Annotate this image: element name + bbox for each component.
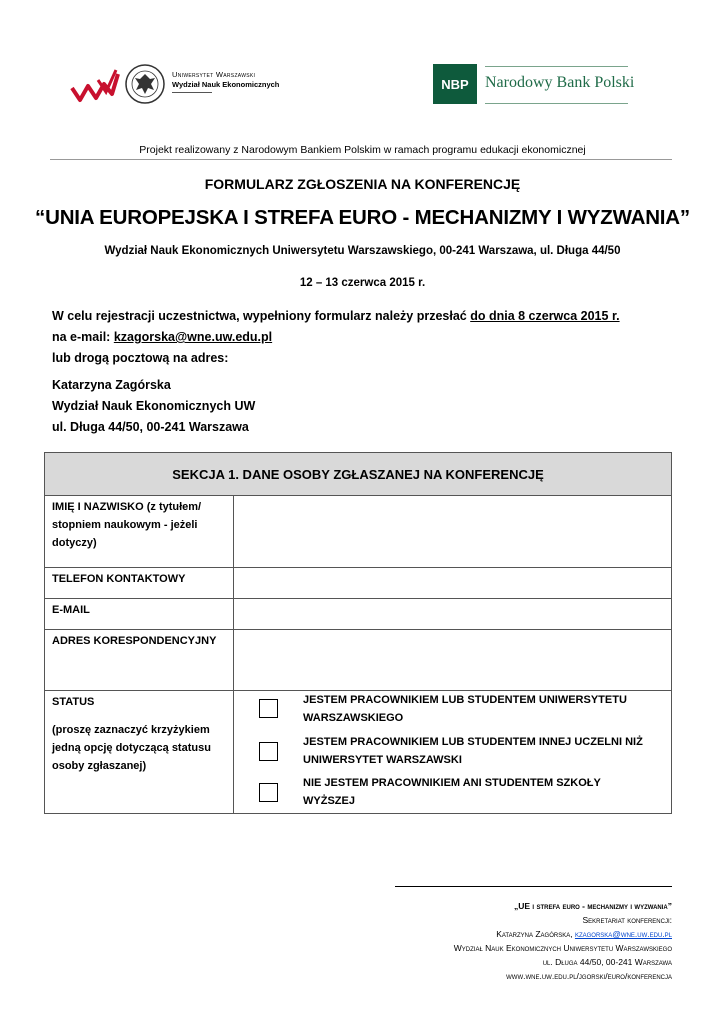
footer-website[interactable]: www.wne.uw.edu.pl/jgorski/euro/konferencja: [506, 971, 672, 981]
label-email: E-MAIL: [52, 604, 90, 616]
label-status: STATUS: [52, 696, 95, 708]
email-line: na e-mail: kzagorska@wne.uw.edu.pl: [52, 330, 273, 344]
deadline: do dnia 8 czerwca 2015 r.: [470, 309, 620, 323]
form-title: FORMULARZ ZGŁOSZENIA NA KONFERENCJĘ: [204, 176, 521, 192]
input-name[interactable]: [234, 495, 671, 567]
address-name: Katarzyna Zagórska: [52, 378, 171, 392]
footer-email-link[interactable]: kzagorska@wne.uw.edu.pl: [574, 929, 672, 939]
wne-name: Wydział Nauk Ekonomicznych: [172, 80, 280, 89]
input-email[interactable]: [234, 598, 671, 629]
status-option-none: NIE JESTEM PRACOWNIKIEM ANI STUDENTEM SZKOŁY WYŻSZEJ: [303, 777, 601, 807]
input-address[interactable]: [234, 629, 671, 690]
footer-divider: [395, 886, 672, 887]
footer-title: „UE i strefa euro - mechanizmy i wyzwania”: [514, 901, 672, 911]
email-link[interactable]: kzagorska@wne.uw.edu.pl: [113, 330, 273, 344]
divider: [50, 159, 672, 160]
status-checkbox-uw[interactable]: [259, 699, 278, 718]
wne-logo: [70, 66, 120, 106]
label-phone: TELEFON KONTAKTOWY: [52, 573, 186, 585]
status-checkbox-none[interactable]: [259, 783, 278, 802]
row-status: [45, 690, 671, 813]
footer-address: ul. Długa 44/50, 00-241 Warszawa: [542, 957, 672, 967]
status-checkbox-other-university[interactable]: [259, 742, 278, 761]
status-option-other-university: JESTEM PRACOWNIKIEM LUB STUDENTEM INNEJ UCZELNI NIŻ UNIWERSYTET WARSZAWSKI: [303, 736, 643, 766]
postal-line: lub drogą pocztową na adres:: [52, 351, 229, 365]
uw-wordmark: [172, 70, 279, 93]
project-note: Projekt realizowany z Narodowym Bankiem Polskim w ramach programu edukacji ekonomicznej: [139, 144, 586, 156]
nbp-logo: NBP: [433, 64, 477, 104]
footer-secretariat: Sekretariat konferencji:: [582, 915, 672, 925]
row-email: [45, 598, 671, 630]
footer-contact: Katarzyna Zagórska, kzagorska@wne.uw.edu.pl: [496, 929, 672, 939]
venue: Wydział Nauk Ekonomicznych Uniwersytetu Warszawskiego, 00-241 Warszawa, ul. Długa 44/50: [104, 245, 621, 257]
nbp-name: Narodowy Bank Polski: [485, 74, 635, 91]
registration-form: [44, 452, 672, 814]
address-dept: Wydział Nauk Ekonomicznych UW: [52, 399, 256, 413]
footer-faculty: Wydział Nauk Ekonomicznych Uniwersytetu Warszawskiego: [453, 943, 672, 953]
registration-info: W celu rejestracji uczestnictwa, wypełniony formularz należy przesłać do dnia 8 czerwca 2015 r.: [52, 309, 620, 323]
row-address: [45, 629, 671, 691]
row-name: [45, 495, 671, 568]
row-phone: [45, 567, 671, 599]
status-note: (proszę zaznaczyć krzyżykiem jedną opcję dotyczącą statusu osoby zgłaszanej): [52, 724, 211, 772]
conference-dates: 12 – 13 czerwca 2015 r.: [299, 277, 426, 289]
uw-name: Uniwersytet Warszawski: [172, 70, 256, 79]
input-phone[interactable]: [234, 567, 671, 598]
section-header: SEKCJA 1. DANE OSOBY ZGŁASZANEJ NA KONFERENCJĘ: [45, 453, 671, 496]
label-name: IMIĘ I NAZWISKO (z tytułem/ stopniem naukowym - jeżeli dotyczy): [52, 501, 202, 549]
address-street: ul. Długa 44/50, 00-241 Warszawa: [52, 420, 249, 434]
conference-title: “UNIA EUROPEJSKA I STREFA EURO - MECHANIZMY I WYZWANIA”: [35, 206, 690, 229]
uw-seal-icon: [124, 62, 166, 106]
status-option-uw: JESTEM PRACOWNIKIEM LUB STUDENTEM UNIWERSYTETU WARSZAWSKIEGO: [303, 694, 627, 724]
label-address: ADRES KORESPONDENCYJNY: [52, 635, 217, 647]
